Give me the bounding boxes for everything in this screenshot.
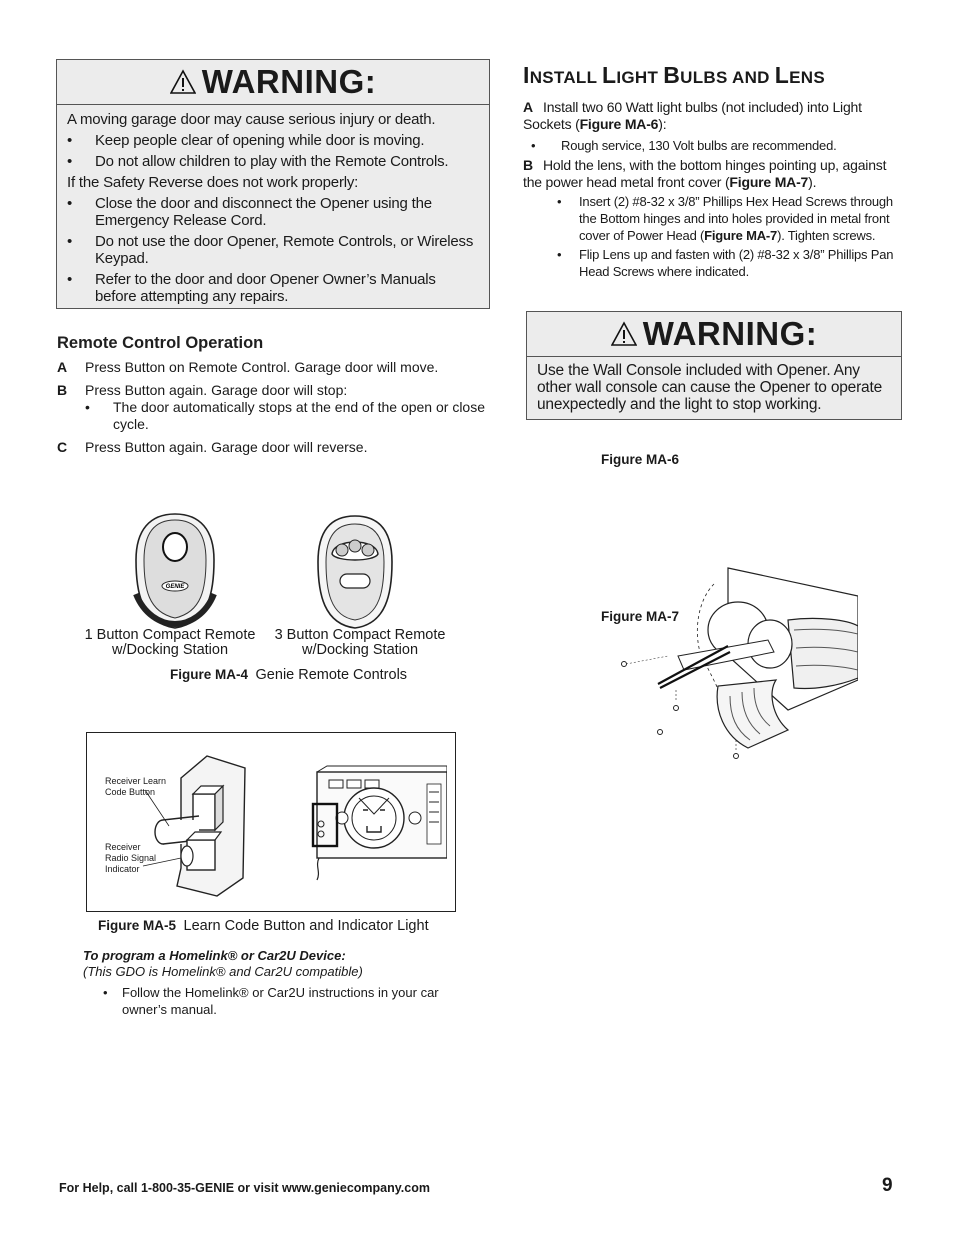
warning-triangle-icon [170, 69, 196, 95]
warning-title: WARNING: [201, 63, 377, 100]
step-a: A Press Button on Remote Control. Garage door will move. [57, 359, 439, 375]
install-step-a-bullet: Rough service, 130 Volt bulbs are recommended. [561, 138, 837, 153]
three-button-remote-illustration [312, 512, 398, 632]
warning-bullet: Do not use the door Opener, Remote Controls, or Wireless Keypad. [95, 233, 474, 267]
install-step-b: B Hold the lens, with the bottom hinges pointing up, against the power head metal front cover (Figure MA-7). [523, 157, 887, 190]
figure-ma4-caption: Figure MA-4 Genie Remote Controls [170, 667, 408, 683]
warning-bullet: Refer to the door and door Opener Owner’s Manuals before attempting any repairs. [95, 271, 436, 305]
lens-installation-illustration [618, 560, 858, 770]
warning-mid: If the Safety Reverse does not work properly: [67, 174, 359, 191]
step-b-sub: The door automatically stops at the end of the open or close cycle. [113, 399, 486, 432]
warning-triangle-icon [611, 321, 637, 347]
homelink-bullet: Follow the Homelink® or Car2U instructions in your car owner’s manual. [122, 985, 439, 1017]
warning-header [57, 60, 489, 105]
step-c: C Press Button again. Garage door will reverse. [57, 439, 368, 455]
footer-help-text: For Help, call 1-800-35-GENIE or visit www.geniecompany.com [59, 1181, 430, 1195]
install-step-b-bullet: Insert (2) #8-32 x 3/8” Phillips Hex Head Screws through the Bottom hinges and into holes provided in metal front cover of Power Head (Figure MA-7). Tighten screws. [579, 194, 893, 243]
figure-ma6-caption: Figure MA-6 [601, 452, 680, 467]
step-b: B Press Button again. Garage door will stop: [57, 382, 348, 398]
install-step-a: A Install two 60 Watt light bulbs (not included) into Light Sockets (Figure MA-6): [523, 99, 862, 132]
warning-title: WARNING: [642, 315, 818, 352]
remote2-label: 3 Button Compact Remote w/Docking Station [274, 627, 446, 658]
warning-text: Use the Wall Console included with Opener. Any other wall console can cause the Opener to operate unexpectedly and the light to stop working. [537, 362, 883, 413]
warning-intro: A moving garage door may cause serious injury or death. [67, 111, 436, 128]
homelink-title: To program a Homelink® or Car2U Device: [83, 948, 346, 963]
homelink-section: To program a Homelink® or Car2U Device: (This GDO is Homelink® and Car2U compatible) • Follow the Homelink® or Car2U instructions in your car owner’s manual. [83, 948, 453, 1018]
learn-code-button-label: Receiver Learn Code Button [105, 776, 167, 797]
warning-header [527, 312, 901, 357]
warning-box-safety: WARNING: A moving garage door may cause serious injury or death. • Keep people clear of opening while door is moving. • Do not allow children to play with the Remote Controls. If the Safety Reverse does not work properly: • Close the door and disconnect the Opener using the Emergency Release Cord. • Do not use the door Opener, Remote Controls, or Wireless Keypad. • Refer to the door and door Opener Owner’s Manuals before attempting any repairs. [56, 59, 490, 309]
receiver-illustration [97, 748, 447, 900]
page-number: 9 [882, 1175, 893, 1196]
install-steps: A Install two 60 Watt light bulbs (not included) into Light Sockets (Figure MA-6): • Rough service, 130 Volt bulbs are recommended. B Hold the lens, with the bottom hinges pointing up, against the power head metal front cover (Figure MA-7). • Insert (2) #8-32 x 3/8” Phillips Hex Head Screws through the Bottom hinges and into holes provided in metal front cover of Power Head (Figure MA-7). Tighten screws. • Flip Lens up and fasten with (2) #8-32 x 3/8” Phillips Pan Head Screws where indicated. [523, 99, 899, 280]
install-step-b-bullet: Flip Lens up and fasten with (2) #8-32 x 3/8” Phillips Pan Head Screws where indicated. [579, 247, 894, 279]
remote1-label: 1 Button Compact Remote w/Docking Station [84, 627, 256, 658]
genie-logo: GENIE [165, 584, 185, 590]
figure-ma5-caption: Figure MA-5 Learn Code Button and Indicator Light [98, 918, 429, 934]
warning-bullet: Close the door and disconnect the Opener using the Emergency Release Cord. [95, 195, 432, 229]
warning-bullet: Do not allow children to play with the Remote Controls. [95, 153, 449, 170]
one-button-remote-illustration [130, 510, 220, 632]
warning-box-wall-console [526, 311, 902, 420]
figure-ma7-caption: Figure MA-7 [601, 609, 680, 624]
warning-bullet: Keep people clear of opening while door is moving. [95, 132, 425, 149]
section-title: Remote Control Operation [57, 334, 264, 352]
homelink-subtitle: (This GDO is Homelink® and Car2U compatible) [83, 964, 363, 979]
remote-section: Remote Control Operation A Press Button on Remote Control. Garage door will move. B Press Button again. Garage door will stop: • The door automatically stops at the end of the open or close cycle. C Press Button again. Garage door will reverse. [57, 334, 486, 455]
install-section-title: INSTALL LIGHT BULBS AND LENS [523, 62, 825, 88]
radio-signal-indicator-label: Receiver Radio Signal Indicator [105, 842, 157, 874]
